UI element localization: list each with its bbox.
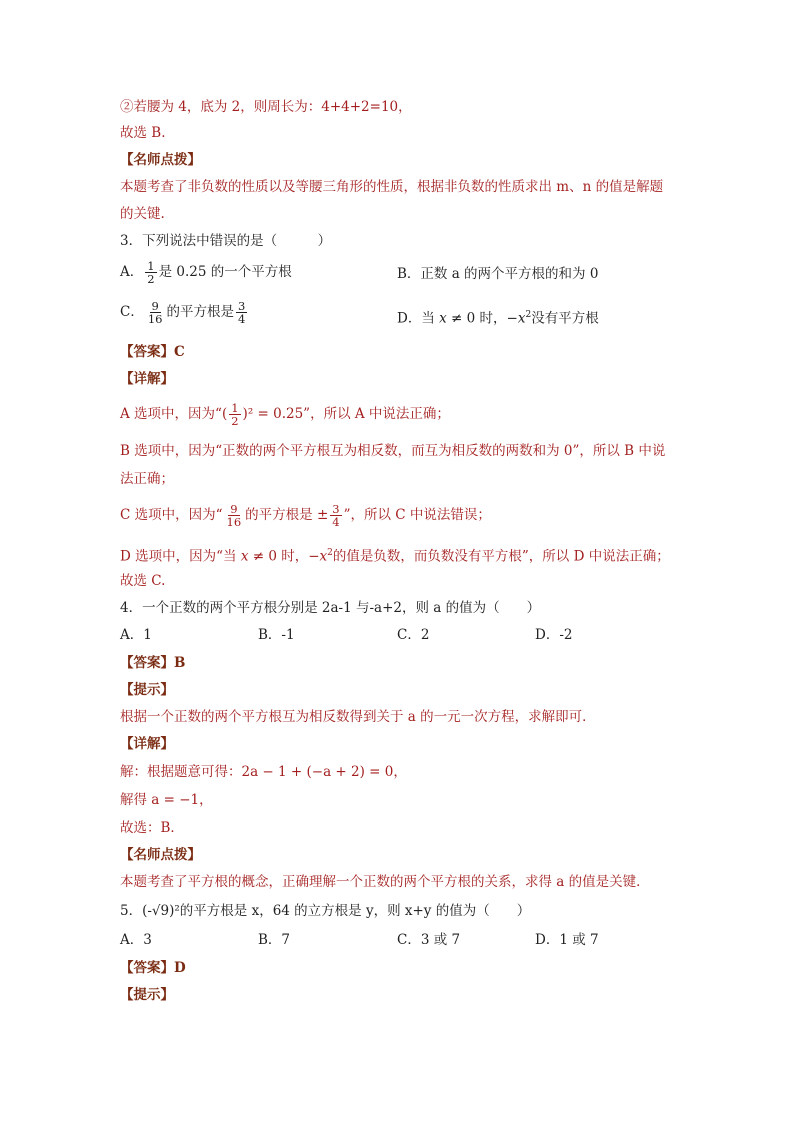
detail-3-heading: 【详解】 — [120, 371, 174, 387]
solution-4-line-1: 解：根据题意可得：2a − 1 + (−a + 2) = 0， — [120, 764, 407, 780]
detail-d — [120, 543, 670, 567]
fraction — [229, 402, 240, 427]
detail-d-var: x — [240, 548, 249, 565]
detail-4-heading: 【详解】 — [120, 736, 174, 752]
detail-d-var2: x — [319, 548, 328, 565]
select-3: 故选 C. — [120, 573, 166, 589]
detail-c-pre: C 选项中，因为“ — [120, 507, 223, 523]
q3d-var2: x — [517, 310, 526, 327]
q5-option-a: A．3 — [120, 932, 152, 948]
question-5: 5．(-√9)²的平方根是 x，64 的立方根是 y，则 x+y 的值为（ ） — [120, 903, 531, 919]
q3d-sup: 2 — [525, 310, 532, 320]
fraction — [236, 300, 247, 325]
q3-option-c — [120, 300, 249, 325]
detail-a — [120, 402, 450, 427]
detail-c-num2: 3 — [332, 502, 340, 516]
q3a-num: 1 — [147, 259, 155, 273]
solution-4-line-2: 解得 a = −1， — [120, 792, 213, 808]
detail-c-mid: 的平方根是 ± — [245, 507, 329, 523]
detail-d-sup: 2 — [327, 548, 333, 558]
q3d-mid: ≠ 0 时，− — [446, 310, 518, 327]
question-3: 3．下列说法中错误的是（ ） — [120, 233, 332, 249]
detail-b-2: 法正确； — [120, 471, 174, 487]
q3c-num1: 9 — [151, 299, 159, 313]
q3d-prefix: D．当 — [397, 310, 440, 327]
detail-c-num1: 9 — [230, 502, 238, 516]
q4-option-c: C．2 — [397, 627, 430, 643]
detail-c-post: ”，所以 C 中说法错误； — [343, 507, 491, 523]
q3c-num2: 3 — [237, 299, 246, 313]
detail-a-pre: A 选项中，因为“( — [120, 406, 228, 422]
detail-b-1: B 选项中，因为“正数的两个平方根互为相反数，而互为相反数的两数和为 0”，所以 B 中说 — [120, 443, 666, 459]
detail-a-post: )² = 0.25”，所以 A 中说法正确； — [242, 406, 450, 422]
select-4: 故选：B． — [120, 820, 184, 836]
line-2: 故选 B. — [120, 125, 166, 141]
detail-a-den: 2 — [231, 414, 239, 428]
hint-4-text: 根据一个正数的两个平方根互为相反数得到关于 a 的一元一次方程，求解即可． — [120, 709, 596, 725]
q3d-post: 没有平方根 — [531, 310, 599, 327]
fraction — [146, 300, 165, 325]
q3a-den: 2 — [147, 272, 155, 286]
section-tip-heading: 【名师点拨】 — [120, 152, 201, 168]
q3-option-a — [120, 260, 292, 285]
detail-c-den2: 4 — [332, 515, 340, 529]
q3d-var: x — [439, 310, 447, 327]
detail-d-mid: ≠ 0 时，− — [248, 548, 320, 565]
fraction — [145, 260, 156, 285]
answer-4: 【答案】B — [120, 655, 186, 671]
q3c-mid: 的平方根是 — [166, 304, 234, 320]
q5-option-b: B．7 — [258, 932, 291, 948]
q3a-prefix: A． — [120, 264, 144, 280]
q4-option-d: D．-2 — [535, 627, 573, 643]
detail-d-pre: D 选项中，因为“当 — [120, 548, 241, 565]
detail-d-post: 的值是负数，而负数没有平方根”，所以 D 中说法正确； — [332, 548, 670, 565]
fraction — [330, 503, 341, 528]
q3-option-d — [397, 305, 599, 329]
q4-option-b: B．-1 — [258, 627, 295, 643]
q5-option-d: D．1 或 7 — [535, 932, 599, 948]
answer-3: 【答案】C — [120, 344, 185, 360]
q4-option-a: A．1 — [120, 627, 152, 643]
q3a-text: 是 0.25 的一个平方根 — [158, 264, 292, 280]
detail-a-num: 1 — [231, 401, 239, 415]
answer-5: 【答案】D — [120, 960, 186, 976]
q5-option-c: C．3 或 7 — [397, 932, 461, 948]
q3c-prefix: C． — [120, 304, 144, 320]
detail-c-den1: 16 — [226, 515, 242, 529]
line-4: 本题考查了非负数的性质以及等腰三角形的性质，根据非负数的性质求出 m、n 的值是解题 — [120, 179, 664, 195]
fraction — [225, 503, 244, 528]
detail-c — [120, 503, 491, 528]
q3c-den2: 4 — [237, 312, 246, 326]
hint-5-heading: 【提示】 — [120, 987, 174, 1003]
q3-option-b: B．正数 a 的两个平方根的和为 0 — [397, 266, 599, 282]
line-5: 的关键. — [120, 206, 165, 222]
tip-4-heading: 【名师点拨】 — [120, 847, 201, 863]
line-1: ②若腰为 4，底为 2，则周长为：4+4+2=10， — [120, 99, 412, 115]
tip-4-text: 本题考查了平方根的概念，正确理解一个正数的两个平方根的关系，求得 a 的值是关键． — [120, 874, 650, 890]
hint-4-heading: 【提示】 — [120, 682, 174, 698]
question-4: 4．一个正数的两个平方根分别是 2a-1 与-a+2，则 a 的值为（ ） — [120, 600, 541, 616]
q3c-den1: 16 — [147, 312, 163, 326]
